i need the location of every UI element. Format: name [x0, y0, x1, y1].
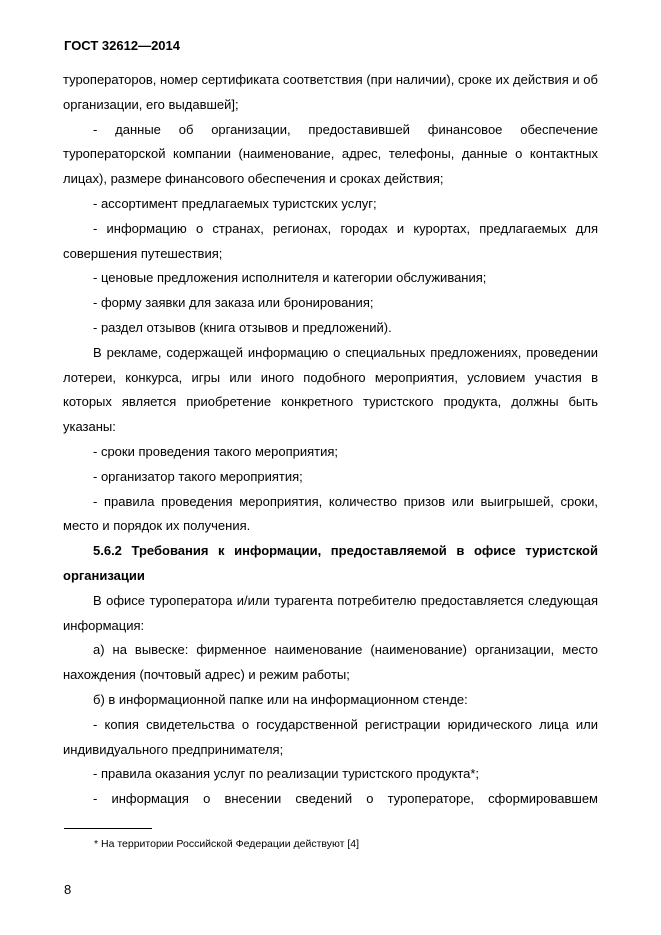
- list-item: - ценовые предложения исполнителя и категории обслуживания;: [93, 270, 487, 286]
- list-item: - организатор такого мероприятия;: [93, 468, 303, 484]
- list-item: - информацию о странах, регионах, городах и курортах, предлагаемых для совершения путешествия;: [63, 220, 598, 261]
- paragraph: В рекламе, содержащей информацию о специальных предложениях, проведении лотереи, конкурса, игры или иного подобного мероприятия, условием участия в которых является приобретение конкретного туристского продукта, должны быть указаны:: [63, 344, 598, 435]
- list-item: б) в информационной папке или на информационном стенде:: [93, 691, 468, 707]
- footnote: * На территории Российской Федерации действуют [4]: [94, 838, 360, 850]
- paragraph: туроператоров, номер сертификата соответствия (при наличии), сроке их действия и об организации, его выдавшей];: [63, 72, 598, 112]
- page-number: 8: [64, 882, 72, 897]
- list-item: - сроки проведения такого мероприятия;: [93, 443, 339, 459]
- list-item: а) на вывеске: фирменное наименование (наименование) организации, место нахождения (почтовый адрес) и режим работы;: [63, 642, 598, 683]
- list-item: - раздел отзывов (книга отзывов и предложений).: [93, 319, 392, 335]
- document-header: ГОСТ 32612—2014: [64, 38, 180, 53]
- list-item: - данные об организации, предоставившей финансовое обеспечение туроператорской компании (наименование, адрес, телефоны, данные о контактных лицах), размере финансового обеспечения и сроках действия;: [63, 121, 598, 187]
- list-item: - копия свидетельства о государственной регистрации юридического лица или индивидуального предпринимателя;: [63, 716, 598, 757]
- document-body: [63, 68, 598, 812]
- list-item: - информация о внесении сведений о туроператоре, сформировавшем: [93, 791, 598, 807]
- section-heading: 5.6.2 Требования к информации, предоставляемой в офисе туристской организации: [63, 543, 598, 583]
- list-item: - форму заявки для заказа или бронирования;: [93, 295, 374, 311]
- list-item: - правила оказания услуг по реализации туристского продукта*;: [93, 766, 480, 782]
- paragraph: В офисе туроператора и/или турагента потребителю предоставляется следующая информация:: [63, 592, 598, 633]
- list-item: - правила проведения мероприятия, количество призов или выигрышей, сроки, место и порядок их получения.: [63, 493, 598, 534]
- list-item: - ассортимент предлагаемых туристских услуг;: [93, 195, 377, 211]
- footnote-divider: [64, 828, 152, 829]
